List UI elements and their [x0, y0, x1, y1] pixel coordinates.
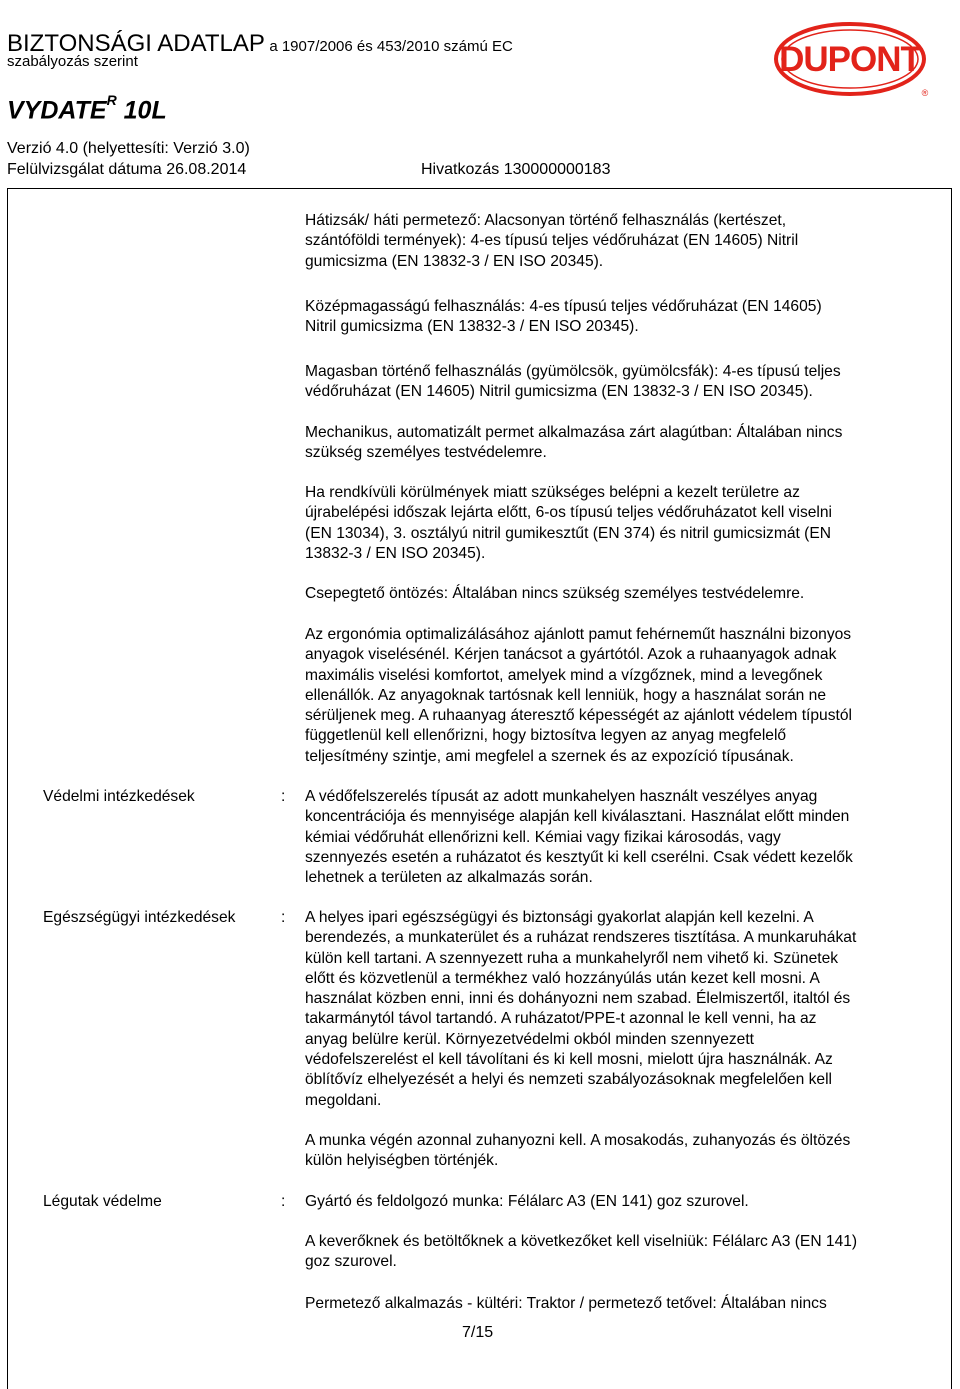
paragraph-tunnel: [305, 423, 940, 464]
text-line: goz szurovel.: [305, 1253, 397, 1271]
text-line: Gyártó és feldolgozó munka: Félálarc A3 (EN 141) goz szurovel.: [305, 1193, 749, 1210]
label-colon: :: [281, 909, 286, 926]
logo-registered-mark: ®: [921, 88, 929, 98]
paragraph-high-application: [305, 362, 940, 403]
text-line: A munka végén azonnal zuhanyozni kell. A mosakodás, zuhanyozás és öltözés: [305, 1132, 851, 1149]
paragraph-reentry: [305, 483, 940, 564]
text-line: Hátizsák/ háti permetező: Alacsonyan történő felhasználás (kertészet,: [305, 212, 787, 229]
text-line: külön kell tartani. A szennyezett ruha a munkahelyről nem vihető ki. Szünetek: [305, 949, 839, 967]
document-title: BIZTONSÁGI ADATLAP: [7, 30, 265, 57]
section-text-protective-measures: [305, 787, 940, 888]
product-name: VYDATE: [7, 96, 107, 125]
text-line: 13832-3 / EN ISO 20345).: [305, 544, 486, 562]
text-line: kémiai védőruhát ellenőrizni kell. Kémiai vagy fizikai károsodás, vagy: [305, 828, 781, 846]
regulation-reference: a 1907/2006 és 453/2010 számú EC: [269, 38, 513, 55]
text-line: anyagok viselésénél. Kérjen tanácsot a gyártótól. Azok a ruhaanyagok adnak: [305, 646, 837, 664]
section-label-hygiene-measures: Egészségügyi intézkedések: [43, 909, 236, 926]
logo-text: DUPONT: [779, 40, 921, 79]
section-label-protective-measures: Védelmi intézkedések: [43, 788, 195, 805]
text-line: teljesítmény szintje, ami megfelel a szernek és az expozíció típusának.: [305, 747, 794, 765]
section-text-respiratory-mixers: [305, 1232, 940, 1273]
text-line: sérüljenek meg. A ruhaanyag áteresztő képességét az ajánlott védelem típustól: [305, 707, 852, 725]
text-line: maximális viselési komfortot, amelyek mind a vízgőznek, mind a levegőnek: [305, 666, 823, 684]
document-header: [7, 0, 952, 188]
version-info: Verzió 4.0 (helyettesíti: Verzió 3.0): [7, 140, 250, 157]
label-colon: :: [281, 788, 286, 805]
text-line: A védőfelszerelés típusát az adott munkahelyen használt veszélyes anyag: [305, 788, 818, 805]
paragraph-mid-height: [305, 297, 940, 338]
dupont-logo: [772, 20, 932, 98]
text-line: A keverőknek és betöltőknek a következőket kell viselniük: Félálarc A3 (EN 141): [305, 1233, 858, 1250]
text-line: előtt és közvetlenül a termékhez való hozzányúlás után kezet kell mosni. A: [305, 969, 820, 987]
section-text-hygiene-showering: [305, 1131, 940, 1172]
text-line: takarmánytól távol tartandó. A ruházatot/PPE-t azonnal le kell venni, ha az: [305, 1010, 817, 1028]
text-line: megoldani.: [305, 1091, 382, 1109]
product-suffix: 10L: [123, 96, 167, 125]
text-line: berendezés, a munkaterület és a ruházat rendszeres tisztítása. A munkaruhákat: [305, 929, 857, 947]
text-line: Permetező alkalmazás - kültéri: Traktor / permetező tetővel: Általában nincs: [305, 1295, 827, 1312]
text-line: szántóföldi termények): 4-es típusú teljes védőruházat (EN 14605) Nitril: [305, 232, 799, 250]
text-line: függetlenül kell ellenőrizni, hogy biztosítva legyen az anyag megfelelő: [305, 727, 787, 745]
text-line: Az ergonómia optimalizálásához ajánlott pamut fehérneműt használni bizonyos: [305, 626, 852, 643]
section-text-hygiene-measures: [305, 908, 940, 1111]
text-line: anyag belülre kerül. Környezetvédelmi okból minden szennyezett: [305, 1030, 755, 1048]
text-line: lehetnek a területen az alkalmazás során.: [305, 869, 593, 887]
section-text-respiratory-manufacturing: [305, 1192, 940, 1212]
text-line: koncentrációja és mennyisége alapján kell kiválasztani. Használat előtt minden: [305, 808, 850, 826]
text-line: Magasban történő felhasználás (gyümölcsök, gyümölcsfák): 4-es típusú teljes: [305, 363, 841, 380]
text-line: szennyezés esetén a ruházatot és kesztyűt ki kell cserélni. Csak védett kezelők: [305, 848, 853, 866]
text-line: védofelszerelést el kell távolítani és ki kell mosni, mielott újra használnák. Az: [305, 1051, 833, 1069]
text-line: külön helyiségben történjék.: [305, 1152, 499, 1170]
text-line: (EN 13034), 3. osztályú nitril gumikesztűt (EN 374) és nitril gumicsizmát (EN: [305, 524, 832, 542]
paragraph-backpack: [305, 211, 940, 272]
text-line: öblítővíz elhelyezését a helyi és nemzeti szabályozásoknak megfelelően kell: [305, 1071, 833, 1089]
text-line: Nitril gumicsizma (EN 13832-3 / EN ISO 20345).: [305, 318, 639, 336]
revision-date: Felülvizsgálat dátuma 26.08.2014: [7, 161, 247, 178]
text-line: szükség személyes testvédelemre.: [305, 444, 547, 462]
page-number: 7/15: [462, 1324, 494, 1341]
label-colon: :: [281, 1193, 286, 1210]
text-line: A helyes ipari egészségügyi és biztonsági gyakorlat alapján kell kezelni. A: [305, 909, 814, 926]
registered-mark: R: [106, 92, 117, 108]
text-line: Középmagasságú felhasználás: 4-es típusú teljes védőruházat (EN 14605): [305, 298, 822, 315]
reference-number: Hivatkozás 130000000183: [421, 161, 611, 178]
text-line: használat közben enni, inni és dohányozni nem szabad. Élelmiszertől, italtól és: [305, 990, 851, 1008]
text-line: Csepegtető öntözés: Általában nincs szükség személyes testvédelemre.: [305, 585, 805, 602]
text-line: ellenállók. Az anyagoknak tartósnak kell lenniük, hogy a használat során ne: [305, 686, 826, 704]
text-line: gumicsizma (EN 13832-3 / EN ISO 20345).: [305, 252, 604, 270]
paragraph-drip-irrigation: [305, 584, 940, 604]
text-line: Mechanikus, automatizált permet alkalmazása zárt alagútban: Általában nincs: [305, 424, 843, 441]
paragraph-ergonomics: [305, 625, 940, 767]
section-text-respiratory-spraying: [305, 1294, 940, 1314]
section-label-respiratory-protection: Légutak védelme: [43, 1193, 162, 1210]
product-name-line: [7, 92, 167, 125]
text-line: védőruházat (EN 14605) Nitril gumicsizma (EN 13832-3 / EN ISO 20345).: [305, 383, 813, 401]
regulation-reference-continued: szabályozás szerint: [7, 53, 138, 70]
text-line: újrabelépési időszak lejárta előtt, 6-os típusú teljes védőruházatot kell viselni: [305, 504, 833, 522]
text-line: Ha rendkívüli körülmények miatt szükséges belépni a kezelt területre az: [305, 484, 800, 501]
